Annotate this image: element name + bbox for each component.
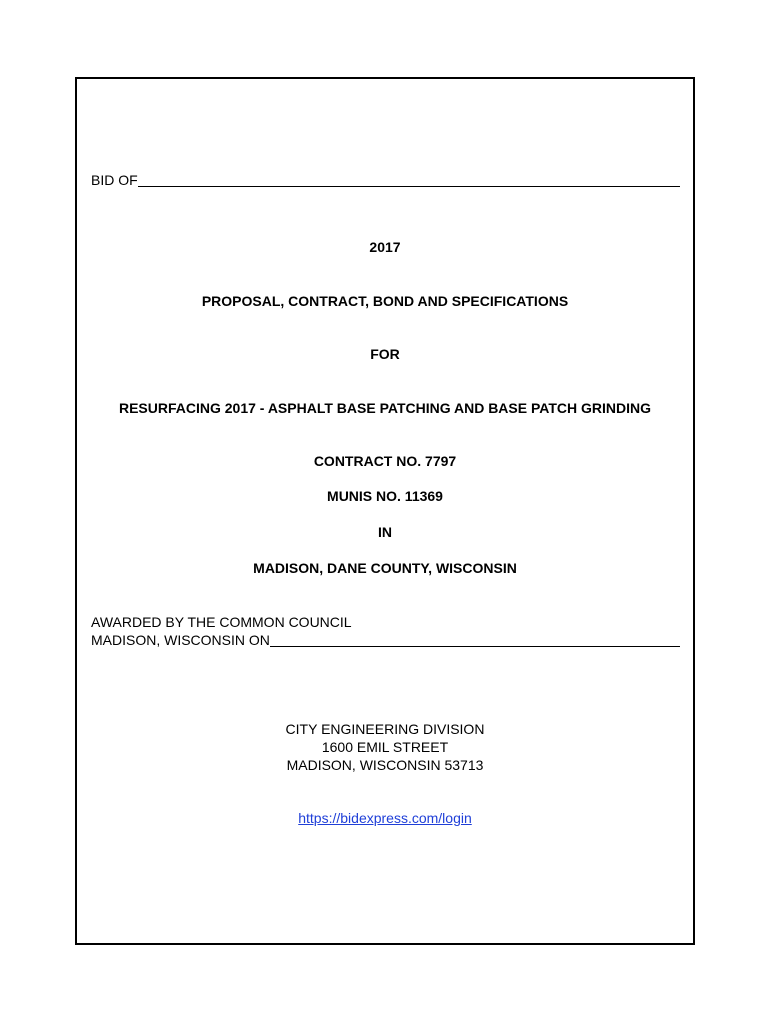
division-name: CITY ENGINEERING DIVISION — [285, 721, 485, 737]
award-date-row — [91, 631, 680, 649]
bidexpress-link-row — [0, 809, 770, 827]
year-heading: 2017 — [369, 239, 401, 255]
project-name-heading: RESURFACING 2017 - ASPHALT BASE PATCHING AND BASE PATCH GRINDING — [118, 400, 652, 416]
in-label: IN — [378, 524, 392, 540]
document-type-heading: PROPOSAL, CONTRACT, BOND AND SPECIFICATIONS — [201, 293, 569, 309]
bid-of-row — [91, 171, 680, 189]
award-date-label: MADISON, WISCONSIN ON — [91, 632, 270, 648]
bidexpress-link[interactable]: https://bidexpress.com/login — [298, 810, 472, 826]
for-label: FOR — [370, 346, 400, 362]
contract-number: CONTRACT NO. 7797 — [313, 453, 457, 469]
award-date-blank-line — [270, 631, 680, 647]
award-line-1: AWARDED BY THE COMMON COUNCIL — [91, 614, 352, 630]
munis-number: MUNIS NO. 11369 — [327, 488, 443, 504]
location-heading: MADISON, DANE COUNTY, WISCONSIN — [253, 560, 517, 576]
street-address: 1600 EMIL STREET — [321, 739, 449, 755]
city-state-zip: MADISON, WISCONSIN 53713 — [286, 757, 484, 773]
bid-of-blank-line — [138, 171, 680, 187]
bid-of-label: BID OF — [91, 172, 138, 188]
